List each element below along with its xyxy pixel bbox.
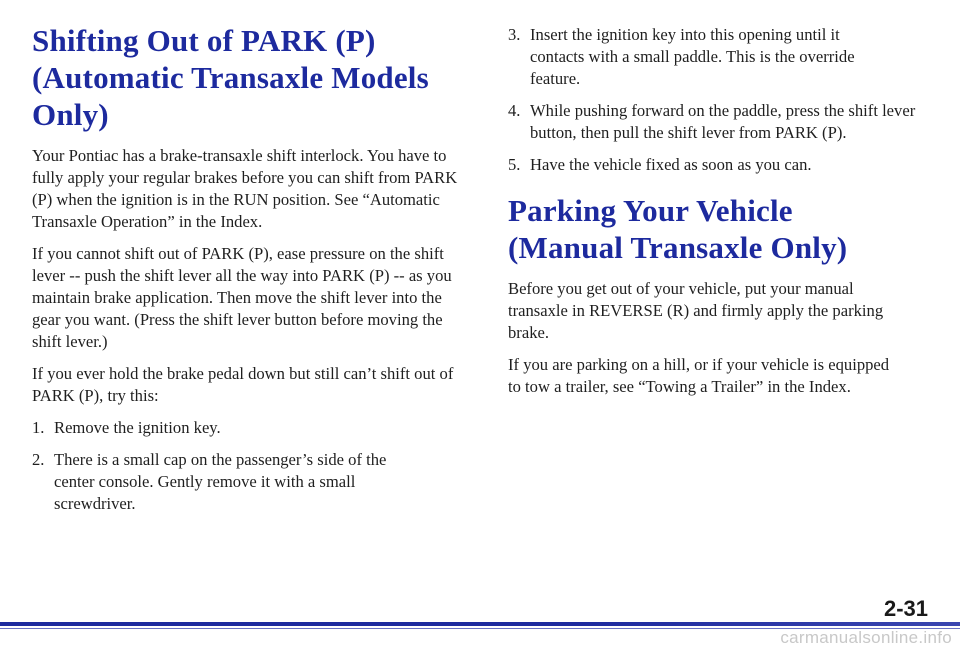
list-item bbox=[508, 24, 940, 90]
steps-list-right bbox=[508, 24, 940, 176]
heading-line-1: Shifting Out of PARK (P) bbox=[32, 23, 376, 58]
right-column bbox=[508, 24, 940, 398]
step-number: 1. bbox=[32, 418, 45, 437]
list-item bbox=[32, 417, 464, 439]
heading-line-2: (Automatic Transaxle Models Only) bbox=[32, 60, 429, 132]
step-number: 4. bbox=[508, 101, 521, 120]
paragraph-hill-parking: If you are parking on a hill, or if your vehicle is equipped to tow a trailer, see “Towing a Trailer” in the Index. bbox=[508, 355, 890, 396]
list-item bbox=[32, 449, 464, 515]
step-text: Have the vehicle fixed as soon as you can. bbox=[530, 155, 812, 174]
watermark: carmanualsonline.info bbox=[780, 628, 952, 647]
heading-line-2: (Manual Transaxle Only) bbox=[508, 230, 848, 265]
list-item bbox=[508, 100, 940, 144]
section-heading-shifting-out-of-park bbox=[32, 22, 464, 133]
step-text: There is a small cap on the passenger’s side of the center console. Gently remove it with a small screwdriver. bbox=[54, 450, 387, 513]
page-number: 2-31 bbox=[883, 596, 928, 621]
list-item bbox=[508, 154, 940, 176]
paragraph-interlock: Your Pontiac has a brake-transaxle shift interlock. You have to fully apply your regular brakes before you can shift from PARK (P) when the ignition is in the RUN position. See “Automatic Transaxle Operation” in the Index. bbox=[32, 146, 458, 231]
left-column bbox=[32, 22, 464, 515]
paragraph-ease-pressure: If you cannot shift out of PARK (P), ease pressure on the shift lever -- push the shift lever all the way into PARK (P) -- as you maintain brake application. Then move the shift lever into the gear you want. (Press the shift lever button before moving the shift lever.) bbox=[32, 244, 452, 351]
paragraph-manual-transaxle: Before you get out of your vehicle, put your manual transaxle in REVERSE (R) and firmly apply the parking brake. bbox=[508, 279, 884, 342]
step-text: Remove the ignition key. bbox=[54, 418, 221, 437]
step-number: 2. bbox=[32, 450, 45, 469]
heading-line-1: Parking Your Vehicle bbox=[508, 193, 793, 228]
step-text: Insert the ignition key into this opening until it contacts with a small paddle. This is the override feature. bbox=[530, 25, 855, 88]
paragraph-try-this: If you ever hold the brake pedal down but still can’t shift out of PARK (P), try this: bbox=[32, 364, 454, 405]
steps-list-left bbox=[32, 417, 464, 515]
section-heading-parking-your-vehicle bbox=[508, 192, 940, 266]
step-number: 3. bbox=[508, 25, 521, 44]
step-text: While pushing forward on the paddle, press the shift lever button, then pull the shift lever from PARK (P). bbox=[530, 101, 916, 142]
footer-rule-thick bbox=[0, 622, 960, 626]
step-number: 5. bbox=[508, 155, 521, 174]
